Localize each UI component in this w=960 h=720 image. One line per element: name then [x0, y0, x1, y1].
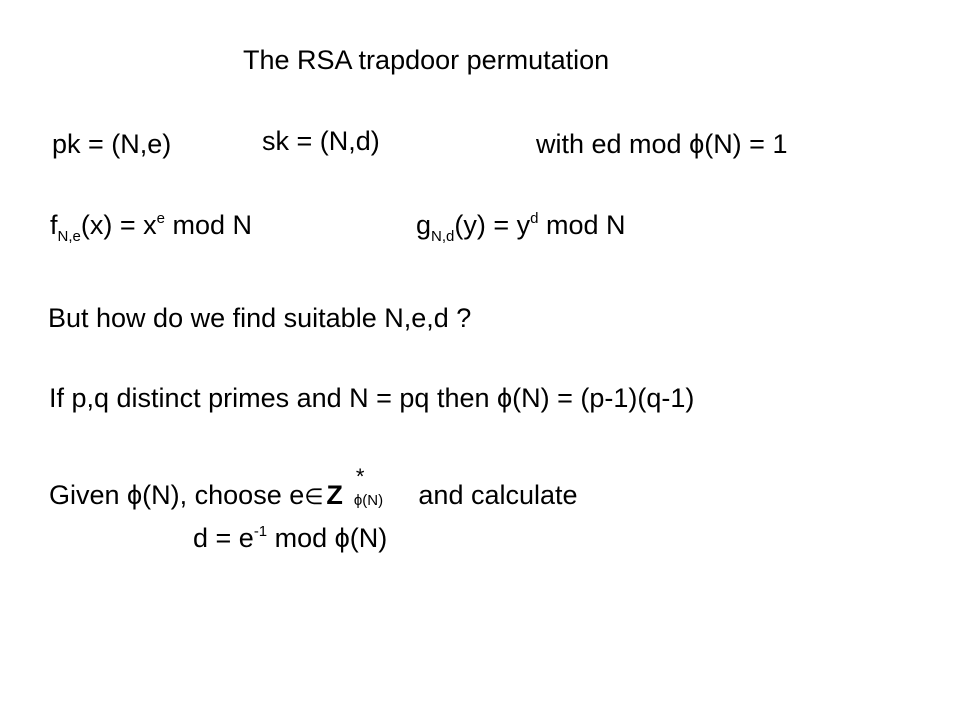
- f-exponent: e: [156, 210, 165, 227]
- z-subscript: ϕ(N): [353, 492, 384, 509]
- f-subscript: N,e: [57, 228, 81, 245]
- g-tail: mod N: [538, 210, 626, 240]
- g-subscript: N,d: [431, 228, 455, 245]
- question-line: But how do we find suitable N,e,d ?: [48, 303, 472, 333]
- member-symbol: ∈: [304, 484, 324, 509]
- g-name: g: [416, 210, 432, 240]
- primes-line: If p,q distinct primes and N = pq then ϕ(N) = (p-1)(q-1): [49, 383, 695, 413]
- d-line: [193, 524, 387, 552]
- z-group-decoration: [343, 464, 413, 509]
- f-function: [50, 211, 252, 244]
- f-body: (x) = x: [80, 210, 157, 240]
- key-condition: with ed mod ϕ(N) = 1: [536, 129, 788, 159]
- z-star: *: [355, 464, 365, 489]
- slide-title: The RSA trapdoor permutation: [243, 45, 610, 75]
- d-exponent: -1: [253, 523, 268, 540]
- given-suffix: and calculate: [410, 480, 578, 510]
- given-line: [49, 464, 578, 510]
- g-function: [416, 211, 626, 244]
- z-symbol: Z: [326, 480, 343, 510]
- d-suffix: mod ϕ(N): [267, 523, 388, 553]
- f-tail: mod N: [164, 210, 252, 240]
- given-prefix: Given ϕ(N), choose e: [49, 480, 305, 510]
- secret-key: sk = (N,d): [262, 126, 380, 156]
- d-prefix: d = e: [193, 523, 254, 553]
- public-key: pk = (N,e): [52, 129, 172, 159]
- g-body: (y) = y: [454, 210, 531, 240]
- f-name: f: [50, 210, 58, 240]
- g-exponent: d: [530, 210, 539, 227]
